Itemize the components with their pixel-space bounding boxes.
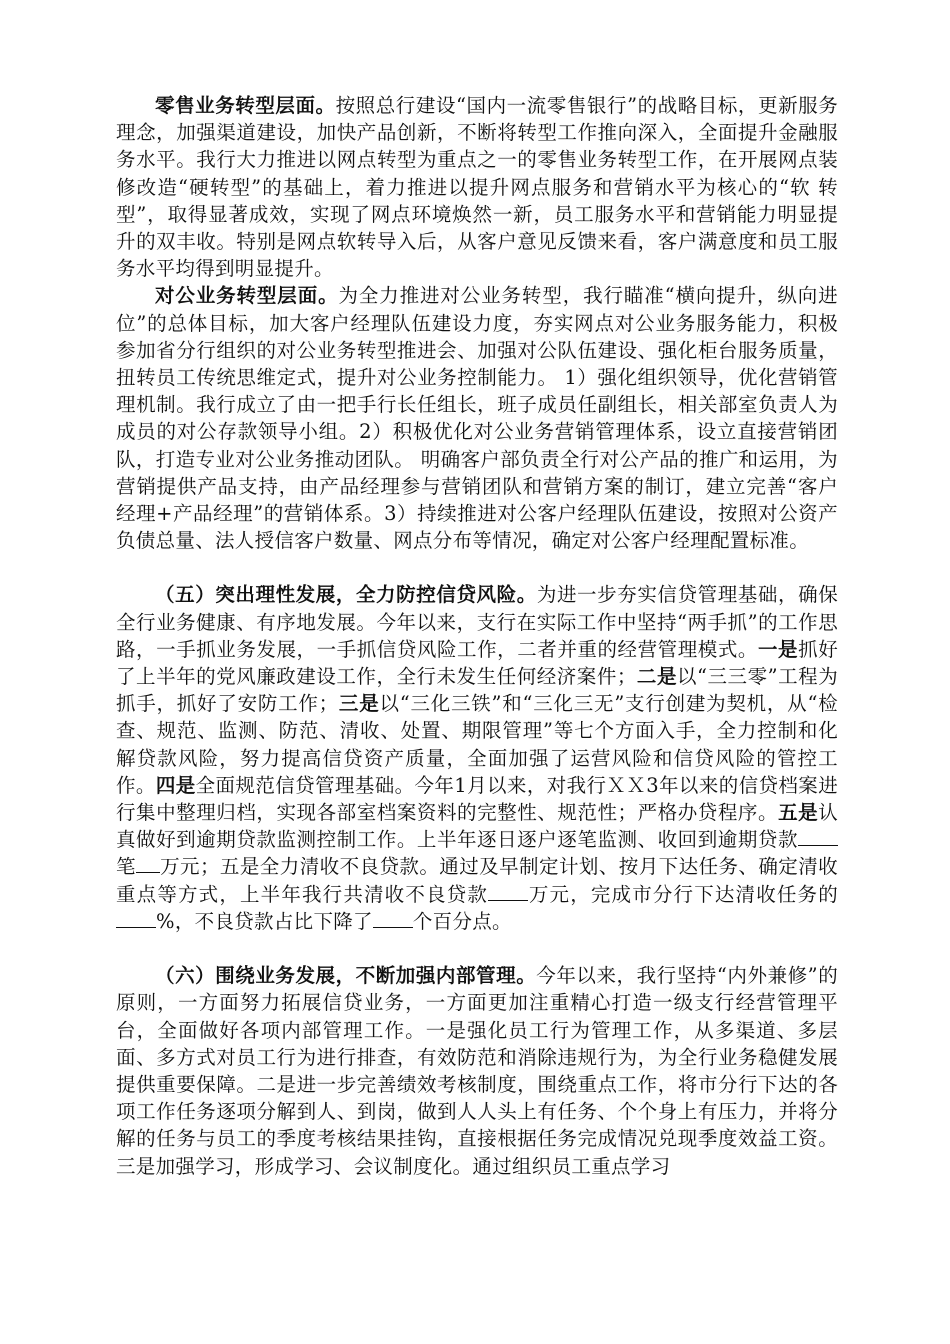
paragraph-text: 今年以来，我行坚持“内外兼修”的原则，一方面努力拓展信贷业务，一方面更加注重精心打造一级支行经营管理平台，全面做好各项内部管理工作。一是强化员工行为管理工作，从多渠道、多层面、多方式对员工行为进行排查，有效防范和消除违规行为，为全行业务稳健发展提供重要保障。二是进一步完善绩效考核制度，围绕重点工作，将市分行下达的各项工作任务逐项分解到人、到岗，做到人人头上有任务、个个身上有压力，并将分解的任务与员工的季度考核结果挂钩，直接根据任务完成情况兑现季度效益工资。三是加强学习，形成学习、会议制度化。通过组织员工重点学习 — [116, 964, 838, 1178]
fill-in-blank — [488, 882, 528, 901]
paragraph-text: 抓好了上半年的党风廉政建设工作，全行未发生任何经济案件； — [116, 637, 838, 689]
paragraph-spacer — [116, 935, 838, 962]
fill-in-blank — [373, 909, 413, 928]
paragraph-text: ，不良贷款占比下降了 — [174, 909, 373, 933]
paragraph-heading: 零售业务转型层面。 — [155, 94, 336, 117]
paragraph-section-5 — [116, 581, 838, 935]
section-heading: （六）围绕业务发展，不断加强内部管理。 — [155, 964, 537, 988]
unit-label: % — [156, 909, 175, 933]
paragraph-section-6 — [116, 962, 838, 1180]
paragraph-text: 为进一步夯实信贷管理基础，确保全行业务健康、有序地发展。今年以来，支行在实际工作中坚持“两手抓”的工作思路，一手抓业务发展，一手抓信贷风险工作，二者并重的经营管理模式。 — [116, 583, 838, 661]
paragraph-text: ，完成市分行下达清收任务的 — [570, 882, 838, 906]
fill-in-blank — [116, 909, 156, 928]
paragraph-text: 为全力推进对公业务转型，我行瞄准“横向提升，纵向进位”的总体目标，加大客户经理队伍建设力度，夯实网点对公业务服务能力，积极参加省分行组织的对公业务转型推进会、加强对公队伍建设、强化柜台服务质量，扭转员工传统思维定式，提升对公业务控制能力。 1）强化组织领导，优化营销管理机制。我行成立了由一把手行长任组长，班子成员任副组长，相关部室负责人为成员的对公存款领导小组。2）积极优化对公业务营销管理体系，设立直接营销团队，打造专业对公业务推动团队。 明确客户部负责全行对公产品的推广和运用，为营销提供产品支持，由产品经理参与营销团队和营销方案的制订，建立完善“客户经理+产品经理”的营销体系。3）持续推进对公客户经理队伍建设，按照对公资产负债总量、法人授信客户数量、网点分布等情况，确定对公客户经理配置标准。 — [116, 284, 838, 553]
paragraph-heading: 对公业务转型层面。 — [155, 284, 339, 308]
paragraph-text: 认真做好到逾期贷款监测控制工作。上半年逐日逐户逐笔监测、收回到逾期贷款 — [116, 801, 838, 852]
enumeration-keyword: 二是 — [636, 665, 677, 689]
paragraph-text: 按照总行建设“国内一流零售银行”的战略目标，更新服务理念，加强渠道建设，加快产品创新，不断将转型工作推向深入，全面提升金融服务水平。我行大力推进以网点转型为重点之一的零售业务转型工作，在开展网点装修改造“硬转型”的基础上，着力推进以提升网点服务和营销水平为核心的“软 转型”，取得显著成效，实现了网点环境焕然一新，员工服务水平和营销能力明显提升的双丰收。特别是网点软转导入后，从客户意见反馈来看，客户满意度和员工服务水平均得到明显提升。 — [116, 94, 838, 281]
enumeration-keyword: 四是 — [155, 773, 196, 797]
fill-in-blank — [798, 827, 838, 846]
paragraph-retail-transformation — [116, 92, 838, 282]
enumeration-keyword: 一是 — [758, 637, 799, 661]
unit-label: 笔 — [116, 855, 136, 879]
unit-label: 万元 — [528, 882, 571, 906]
paragraph-text: 以“三化三铁”和“三化三无”支行创建为契机，从“检查、规范、监测、防范、清收、处置、期限管理”等七个方面入手，全力控制和化解贷款风险，努力提高信贷资产质量，全面加强了运营风险和信贷风险的管控工作。 — [116, 692, 838, 797]
paragraph-spacer — [116, 554, 838, 581]
unit-label: 个百分点。 — [412, 909, 512, 933]
enumeration-keyword: 三是 — [338, 692, 380, 716]
paragraph-corporate-transformation — [116, 282, 838, 554]
fill-in-blank — [136, 854, 160, 873]
enumeration-keyword: 五是 — [778, 801, 819, 825]
document-body — [116, 92, 838, 1180]
paragraph-text: ；五是全力清收不良贷款。通过及早制定计划、按月下达任务、确定清收重点等方式，上半年我行共清收不良贷款 — [116, 855, 838, 906]
section-heading: （五）突出理性发展，全力防控信贷风险。 — [155, 583, 537, 607]
paragraph-text: 全面规范信贷管理基础。今年1月以来，对我行ＸＸ3年以来的信贷档案进行集中整理归档，实现各部室档案资料的完整性、规范性；严格办贷程序。 — [116, 773, 839, 825]
paragraph-text: 以“三三零”工程为抓手，抓好了安防工作； — [116, 665, 838, 716]
unit-label: 万元 — [159, 855, 200, 879]
